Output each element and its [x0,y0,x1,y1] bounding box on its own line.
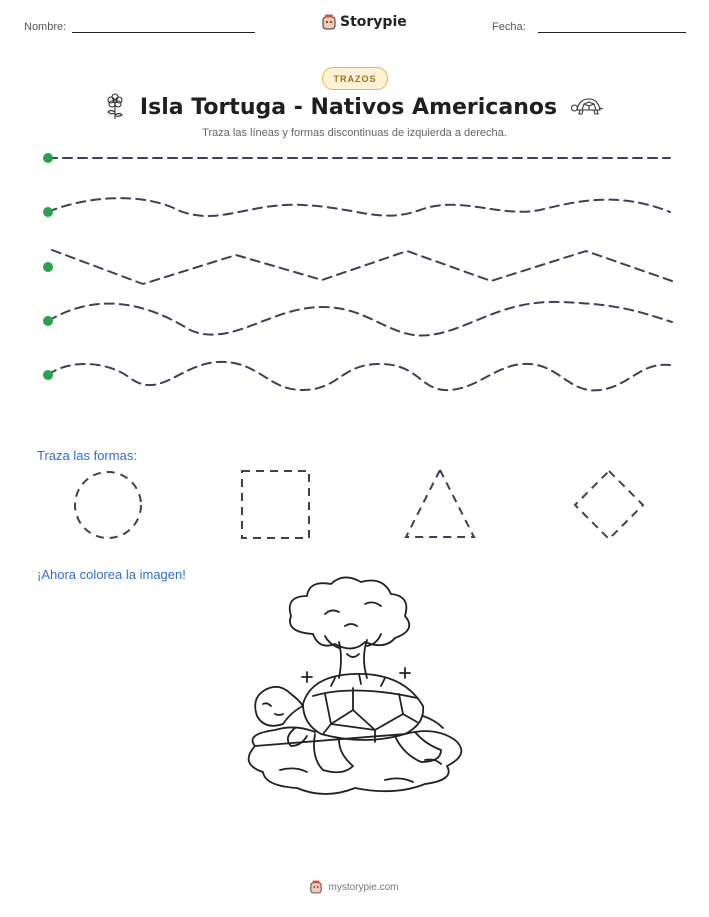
coloring-section-label: ¡Ahora colorea la imagen! [37,567,186,582]
footer-url[interactable]: mystorypie.com [328,881,399,893]
category-badge: TRAZOS [322,67,388,90]
shape-circle [75,472,141,538]
name-label: Nombre: [24,21,67,33]
start-dot [43,207,53,217]
trace-line-wave-bumpy [48,362,670,390]
start-dot [43,316,53,326]
footer [0,880,709,894]
trace-line-zigzag [52,250,672,284]
start-dot [43,153,53,163]
brand [322,14,407,30]
shapes-area [0,460,709,550]
start-dot [43,262,53,272]
trace-line-wave [48,198,670,216]
trace-lines-area [0,140,709,400]
instructions: Traza las líneas y formas discontinuas de izquierda a derecha. [202,127,507,139]
shapes-section-label: Traza las formas: [37,448,137,463]
shape-square [242,471,309,538]
storypie-logo-icon [310,880,322,894]
turtle-tree-coloring-image [235,574,475,802]
shape-triangle [406,470,474,537]
date-line[interactable] [538,32,686,33]
shape-diamond [575,471,643,539]
date-label: Fecha: [492,21,526,33]
start-dot [43,370,53,380]
brand-name: Storypie [340,14,407,30]
page-title [0,90,709,120]
name-line[interactable] [72,32,255,33]
turtle-icon [571,95,605,117]
trace-line-wave-large [48,302,672,336]
flower-icon [104,90,126,120]
title-text: Isla Tortuga - Nativos Americanos [139,95,558,120]
storypie-logo-icon [322,14,336,30]
